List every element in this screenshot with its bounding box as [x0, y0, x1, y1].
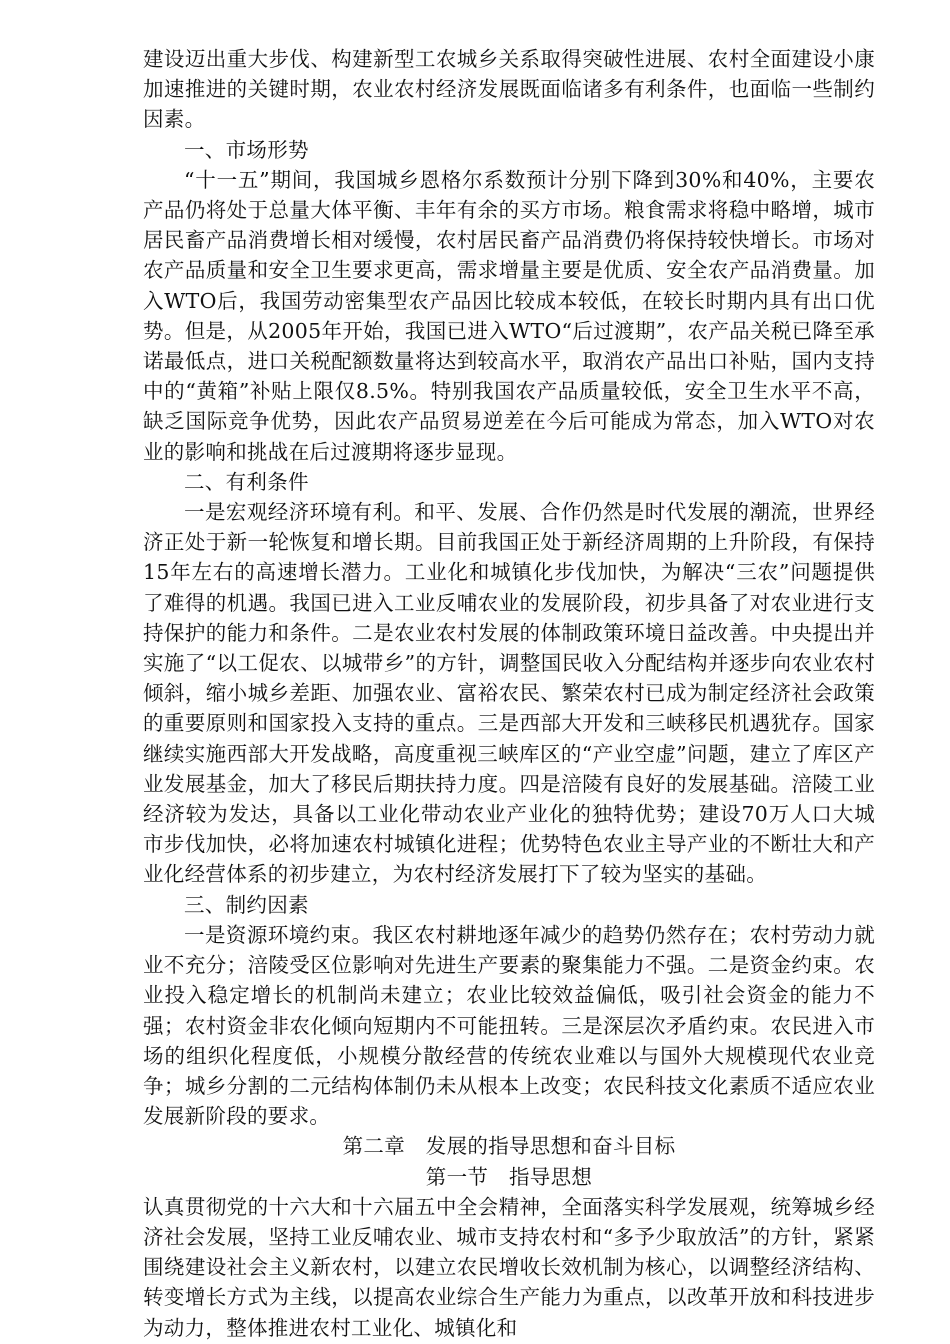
- guiding-paragraph: 认真贯彻党的十六大和十六届五中全会精神，全面落实科学发展观，统筹城乡经济社会发展，坚持工业反哺农业、城市支持农村和“多予少取放活”的方针，紧紧围绕建设社会主义新农村，以建立农民增收长效机制为核心，以调整经济结构、转变增长方式为主线，以提高农业综合生产能力为重点，以改革开放和科技进步为动力，整体推进农村工业化、城镇化和: [143, 1194, 875, 1340]
- section-title: 第一节 指导思想: [425, 1164, 593, 1189]
- chapter-title: 第二章 发展的指导思想和奋斗目标: [342, 1134, 676, 1159]
- favorable-paragraph: 一是宏观经济环境有利。和平、发展、合作仍然是时代发展的潮流，世界经济正处于新一轮恢复和增长期。目前我国正处于新经济周期的上升阶段，有保持15年左右的高速增长潜力。工业化和城镇化步伐加快，为解决“三农”问题提供了难得的机遇。我国已进入工业反哺农业的发展阶段，初步具备了对农业进行支持保护的能力和条件。二是农业农村发展的体制政策环境日益改善。中央提出并实施了“以工促农、以城带乡”的方针，调整国民收入分配结构并逐步向农业农村倾斜，缩小城乡差距、加强农业、富裕农民、繁荣农村已成为制定经济社会政策的重要原则和国家投入支持的重点。三是西部大开发和三峡移民机遇犹存。国家继续实施西部大开发战略，高度重视三峡库区的“产业空虚”问题，建立了库区产业发展基金，加大了移民后期扶持力度。四是涪陵有良好的发展基础。涪陵工业经济较为发达，具备以工业化带动农业产业化的独特优势；建设70万人口大城市步伐加快，必将加速农村城镇化进程；优势特色农业主导产业的不断壮大和产业化经营体系的初步建立，为农村经济发展打下了较为坚实的基础。: [143, 500, 875, 887]
- section-heading-favorable: 二、有利条件: [184, 469, 309, 494]
- constraints-paragraph: 一是资源环境约束。我区农村耕地逐年减少的趋势仍然存在；农村劳动力就业不充分；涪陵受区位影响对先进生产要素的聚集能力不强。二是资金约束。农业投入稳定增长的机制尚未建立；农业比较效益偏低，吸引社会资金的能力不强；农村资金非农化倾向短期内不可能扭转。三是深层次矛盾约束。农民进入市场的组织化程度低，小规模分散经营的传统农业难以与国外大规模现代农业竞争；城乡分割的二元结构体制仍未从根本上改变；农民科技文化素质不适应农业发展新阶段的要求。: [143, 922, 875, 1129]
- market-paragraph: “十一五”期间，我国城乡恩格尔系数预计分别下降到30%和40%，主要农产品仍将处于总量大体平衡、丰年有余的买方市场。粮食需求将稳中略增，城市居民畜产品消费增长相对缓慢，农村居民畜产品消费仍将保持较快增长。市场对农产品质量和安全卫生要求更高，需求增量主要是优质、安全农产品消费量。加入WTO后，我国劳动密集型农产品因比较成本较低，在较长时期内具有出口优势。但是，从2005年开始，我国已进入WTO“后过渡期”，农产品关税已降至承诺最低点，进口关税配额数量将达到较高水平，取消农产品出口补贴，国内支持中的“黄箱”补贴上限仅8.5%。特别我国农产品质量较低，安全卫生水平不高，缺乏国际竞争优势，因此农产品贸易逆差在今后可能成为常态，加入WTO对农业的影响和挑战在后过渡期将逐步显现。: [143, 167, 875, 464]
- intro-paragraph: 建设迈出重大步伐、构建新型工农城乡关系取得突破性进展、农村全面建设小康加速推进的关键时期，农业农村经济发展既面临诸多有利条件，也面临一些制约因素。: [143, 47, 875, 132]
- section-heading-market: 一、市场形势: [184, 137, 309, 162]
- document-page: [143, 44, 875, 1343]
- section-heading-constraints: 三、制约因素: [184, 892, 309, 917]
